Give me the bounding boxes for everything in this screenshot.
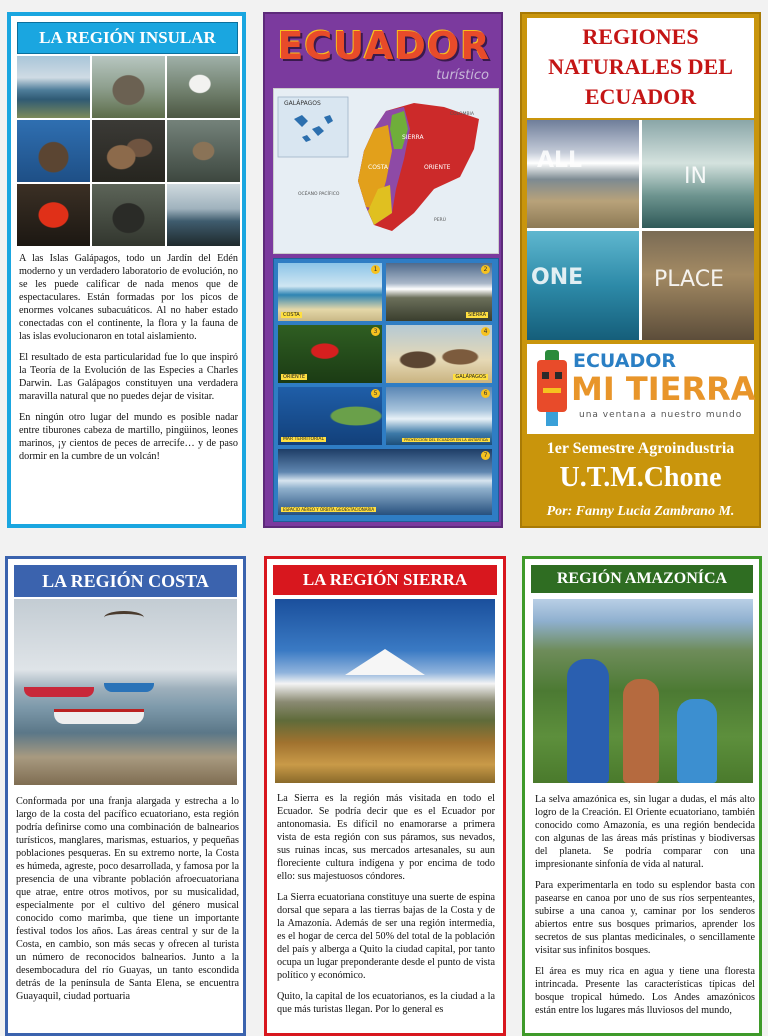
cover-photo-volcano-llama: [527, 120, 639, 228]
tile-galapagos: [386, 325, 492, 383]
pelicans-photo: [167, 120, 240, 182]
tile-label-oriente: ORIENTE: [283, 374, 305, 380]
boat-1: [24, 687, 94, 697]
tile-mar-territorial: [278, 387, 382, 445]
university-text: U.T.M.Chone: [559, 462, 722, 493]
costa-text: [16, 795, 239, 1011]
tile-oriente: [278, 325, 382, 383]
tile-number-5: 5: [371, 389, 380, 398]
tile-label-mar-territorial: MAR TERRITORIAL: [283, 437, 325, 442]
amazonia-panel: [522, 556, 762, 1036]
tortoise-photo: [92, 56, 165, 118]
cover-word-all: ALL: [537, 148, 583, 173]
author-text: Por: Fanny Lucia Zambrano M.: [546, 504, 735, 519]
cover-title: REGIONES NATURALES DEL ECUADOR: [548, 24, 733, 109]
red-crab-photo: [17, 184, 90, 246]
boat-2: [104, 683, 154, 692]
map-label-ocean: OCÉANO PACÍFICO: [298, 192, 340, 197]
sierra-paragraph-2: La Sierra ecuatoriana constituye una suerte de espina dorsal que separa a las tierras bajas de la Costa y de la Amazonía. Además de ser una región intermedia, es el hogar de cerca del 50% del total de la población del país y alberga a Quito la ciudad capital, por tanto ocupa un lugar preponderante desde el punto de vista político y económico.: [277, 892, 495, 981]
child-boy-2: [677, 699, 717, 783]
cover-word-place: PLACE: [654, 267, 724, 292]
insular-photo-grid: [17, 56, 240, 246]
cover-word-in: IN: [684, 164, 707, 189]
ecuador-logo-text: ECUADOR: [277, 24, 491, 68]
ecuador-map-panel: [263, 12, 503, 528]
tile-sierra: [386, 263, 492, 321]
cover-photo-tortoise: [642, 231, 754, 340]
costa-title: LA REGIÓN COSTA: [14, 565, 237, 597]
boat-3: [54, 709, 144, 724]
mask-icon: [533, 350, 571, 428]
map-label-peru: PERÚ: [434, 218, 446, 223]
brand-top: ECUADOR: [573, 350, 677, 372]
sierra-title: LA REGIÓN SIERRA: [273, 565, 497, 595]
cover-photo-surf: [642, 120, 754, 228]
tile-espacio-aereo: [278, 449, 492, 515]
insular-paragraph-2: El resultado de esta particularidad fue lo que inspiró la Teoría de la Evolución de las Especies a Charles Darwin. Las Galápagos constituyen una verdadera maravilla natural que no puedes dejar de visitar.: [19, 352, 238, 402]
map-label-oriente: ORIENTE: [424, 164, 451, 171]
sierra-text: [277, 792, 495, 1024]
amazonia-text: [535, 793, 755, 1025]
sierra-photo: [275, 599, 495, 783]
ecuador-map: [273, 88, 499, 254]
ecuador-logo: [271, 18, 497, 90]
insular-paragraph-3: En ningún otro lugar del mundo es posible nadar entre tiburones cabeza de martillo, pingüinos, leones marinos, ¡y cientos de peces de arrecife… y de paso dormir en la cumbre de un volcán!: [19, 412, 238, 462]
amazonia-title: REGIÓN AMAZONÍCA: [531, 565, 753, 593]
tile-label-sierra: SIERRA: [468, 312, 486, 318]
brand-sub: una ventana a nuestro mundo: [579, 410, 743, 420]
iguana-photo: [92, 184, 165, 246]
pelican-icon: [104, 611, 144, 624]
tile-number-2: 2: [481, 265, 490, 274]
galapagos-cliff-photo: [167, 184, 240, 246]
insular-title: LA REGIÓN INSULAR: [17, 22, 238, 54]
amazonia-paragraph-2: Para experimentarla en todo su esplendor basta con pasearse en canoa por uno de sus ríos serpenteantes, subirse a una canoa y, caminar por los senderos abiertos entre sus bosques primarios, aprender los secretos de sus plantas medicinales, o sencillamente visitar sus infinitos bosques.: [535, 880, 755, 956]
sierra-paragraph-3: Quito, la capital de los ecuatorianos, es la ciudad a la que más turistas llegan. Por lo general es: [277, 991, 495, 1015]
amazonia-paragraph-1: La selva amazónica es, sin lugar a dudas, el más alto logro de la Creación. El Oriente ecuatoriano, también conocido como Amazonía, es una región bendecida con algunas de las áreas más prístinas y biodiversas del planeta. Se podría comparar con una impresionante sinfonía de vida al natural.: [535, 794, 755, 870]
cover-photo-diver: [527, 231, 639, 340]
amazonia-photo: [533, 599, 753, 783]
ecuador-map-svg: [274, 89, 498, 253]
sierra-panel: [264, 556, 506, 1036]
cover-photo-grid: [527, 120, 754, 340]
tile-number-7: 7: [481, 451, 490, 460]
tile-number-4: 4: [481, 327, 490, 336]
sea-lion-photo: [17, 120, 90, 182]
regions-tiles: [273, 258, 499, 522]
cover-title-box: [527, 18, 754, 118]
map-label-costa: COSTA: [368, 164, 389, 171]
costa-panel: [5, 556, 246, 1036]
tile-number-6: 6: [481, 389, 490, 398]
semester-text: 1er Semestre Agroindustria: [546, 440, 735, 457]
tile-label-costa: COSTA: [283, 312, 300, 318]
insular-paragraph-1: A las Islas Galápagos, todo un Jardín del Edén moderno y un verdadero laboratorio de evolución, no se les puede calificar de nada menos que de espectaculares. Están formadas por los picos de enormes volcanes subacuáticos. Al no haber estado conectadas con el continente, la flora y la fauna de las islas evolucionaron en total aislamiento.: [19, 253, 238, 342]
tile-number-1: 1: [371, 265, 380, 274]
costa-paragraph-1: Conformada por una franja alargada y estrecha a lo largo de la costa del pacífico ecuatoriano, esta región podría definirse como una combinación de balnearios turísticos, manglares, marismas, estuarios, y pequeñas poblaciones pesqueras. En su extremo norte, la Costa es húmeda, agreste, poco desarrollada, y famosa por la presencia de una vibrante población afroecuatoriana que atrae, entre otros motivos, por su musicalidad, especialmente por el cultivo del género musical conocido como marimba, que tiene un importante festival todos los años. Las áreas central y sur de la Costa, en cambio, son más secas y ofrecen al turista un número de reconocidos balnearios. Junto a la desembocadura del río Guayas, un tanto escondida detrás de la península de Santa Elena, se encuentra Guayaquil, ciudad portuaria: [16, 796, 239, 1002]
map-label-sierra: SIERRA: [402, 134, 424, 141]
insular-panel: [7, 12, 246, 528]
map-label-colombia: COLOMBIA: [450, 112, 474, 117]
galapagos-coast-photo: [17, 56, 90, 118]
cover-word-one: ONE: [531, 265, 584, 290]
ecuador-logo-subtitle: turístico: [436, 68, 489, 83]
amazonia-paragraph-3: El área es muy rica en agua y tiene una floresta intrincada. Presente las características típicas del bosque tropical húmedo. Los Andes amazónicos están entre los lugares más lluviosos del mundo,: [535, 966, 755, 1016]
costa-photo: [14, 599, 237, 785]
tile-label-antartida: PROYECCIÓN DEL ECUADOR EN LA ANTÁRTIDA: [404, 438, 488, 442]
tile-label-galapagos: GALÁPAGOS: [455, 374, 486, 380]
brand-logo: [527, 344, 754, 434]
child-girl: [567, 659, 609, 783]
sierra-paragraph-1: La Sierra es la región más visitada en todo el Ecuador. Se podría decir que es el Ecuador por antonomasia. Es difícil no enamorarse a primera vista de esta región con sus páramos, sus nevados, sus ruinas incas, sus mercados artesanales, su aun floreciente cultura indígena y por encima de todo ello: sus majestuosos cóndores.: [277, 793, 495, 882]
tile-antartida: [386, 387, 492, 445]
map-label-galapagos: GALÁPAGOS: [284, 100, 321, 107]
cover-panel: [520, 12, 761, 528]
insular-text: [19, 252, 238, 471]
tile-label-espacio-aereo: ESPACIO AÉREO Y ÓRBITA GEOESTACIONARIA: [283, 507, 375, 512]
snow-peak: [345, 649, 425, 675]
child-boy-1: [623, 679, 659, 783]
sea-lions-rock-photo: [92, 120, 165, 182]
brand-main: MI TIERRA: [571, 370, 756, 408]
booby-bird-photo: [167, 56, 240, 118]
tile-costa: [278, 263, 382, 321]
tile-number-3: 3: [371, 327, 380, 336]
